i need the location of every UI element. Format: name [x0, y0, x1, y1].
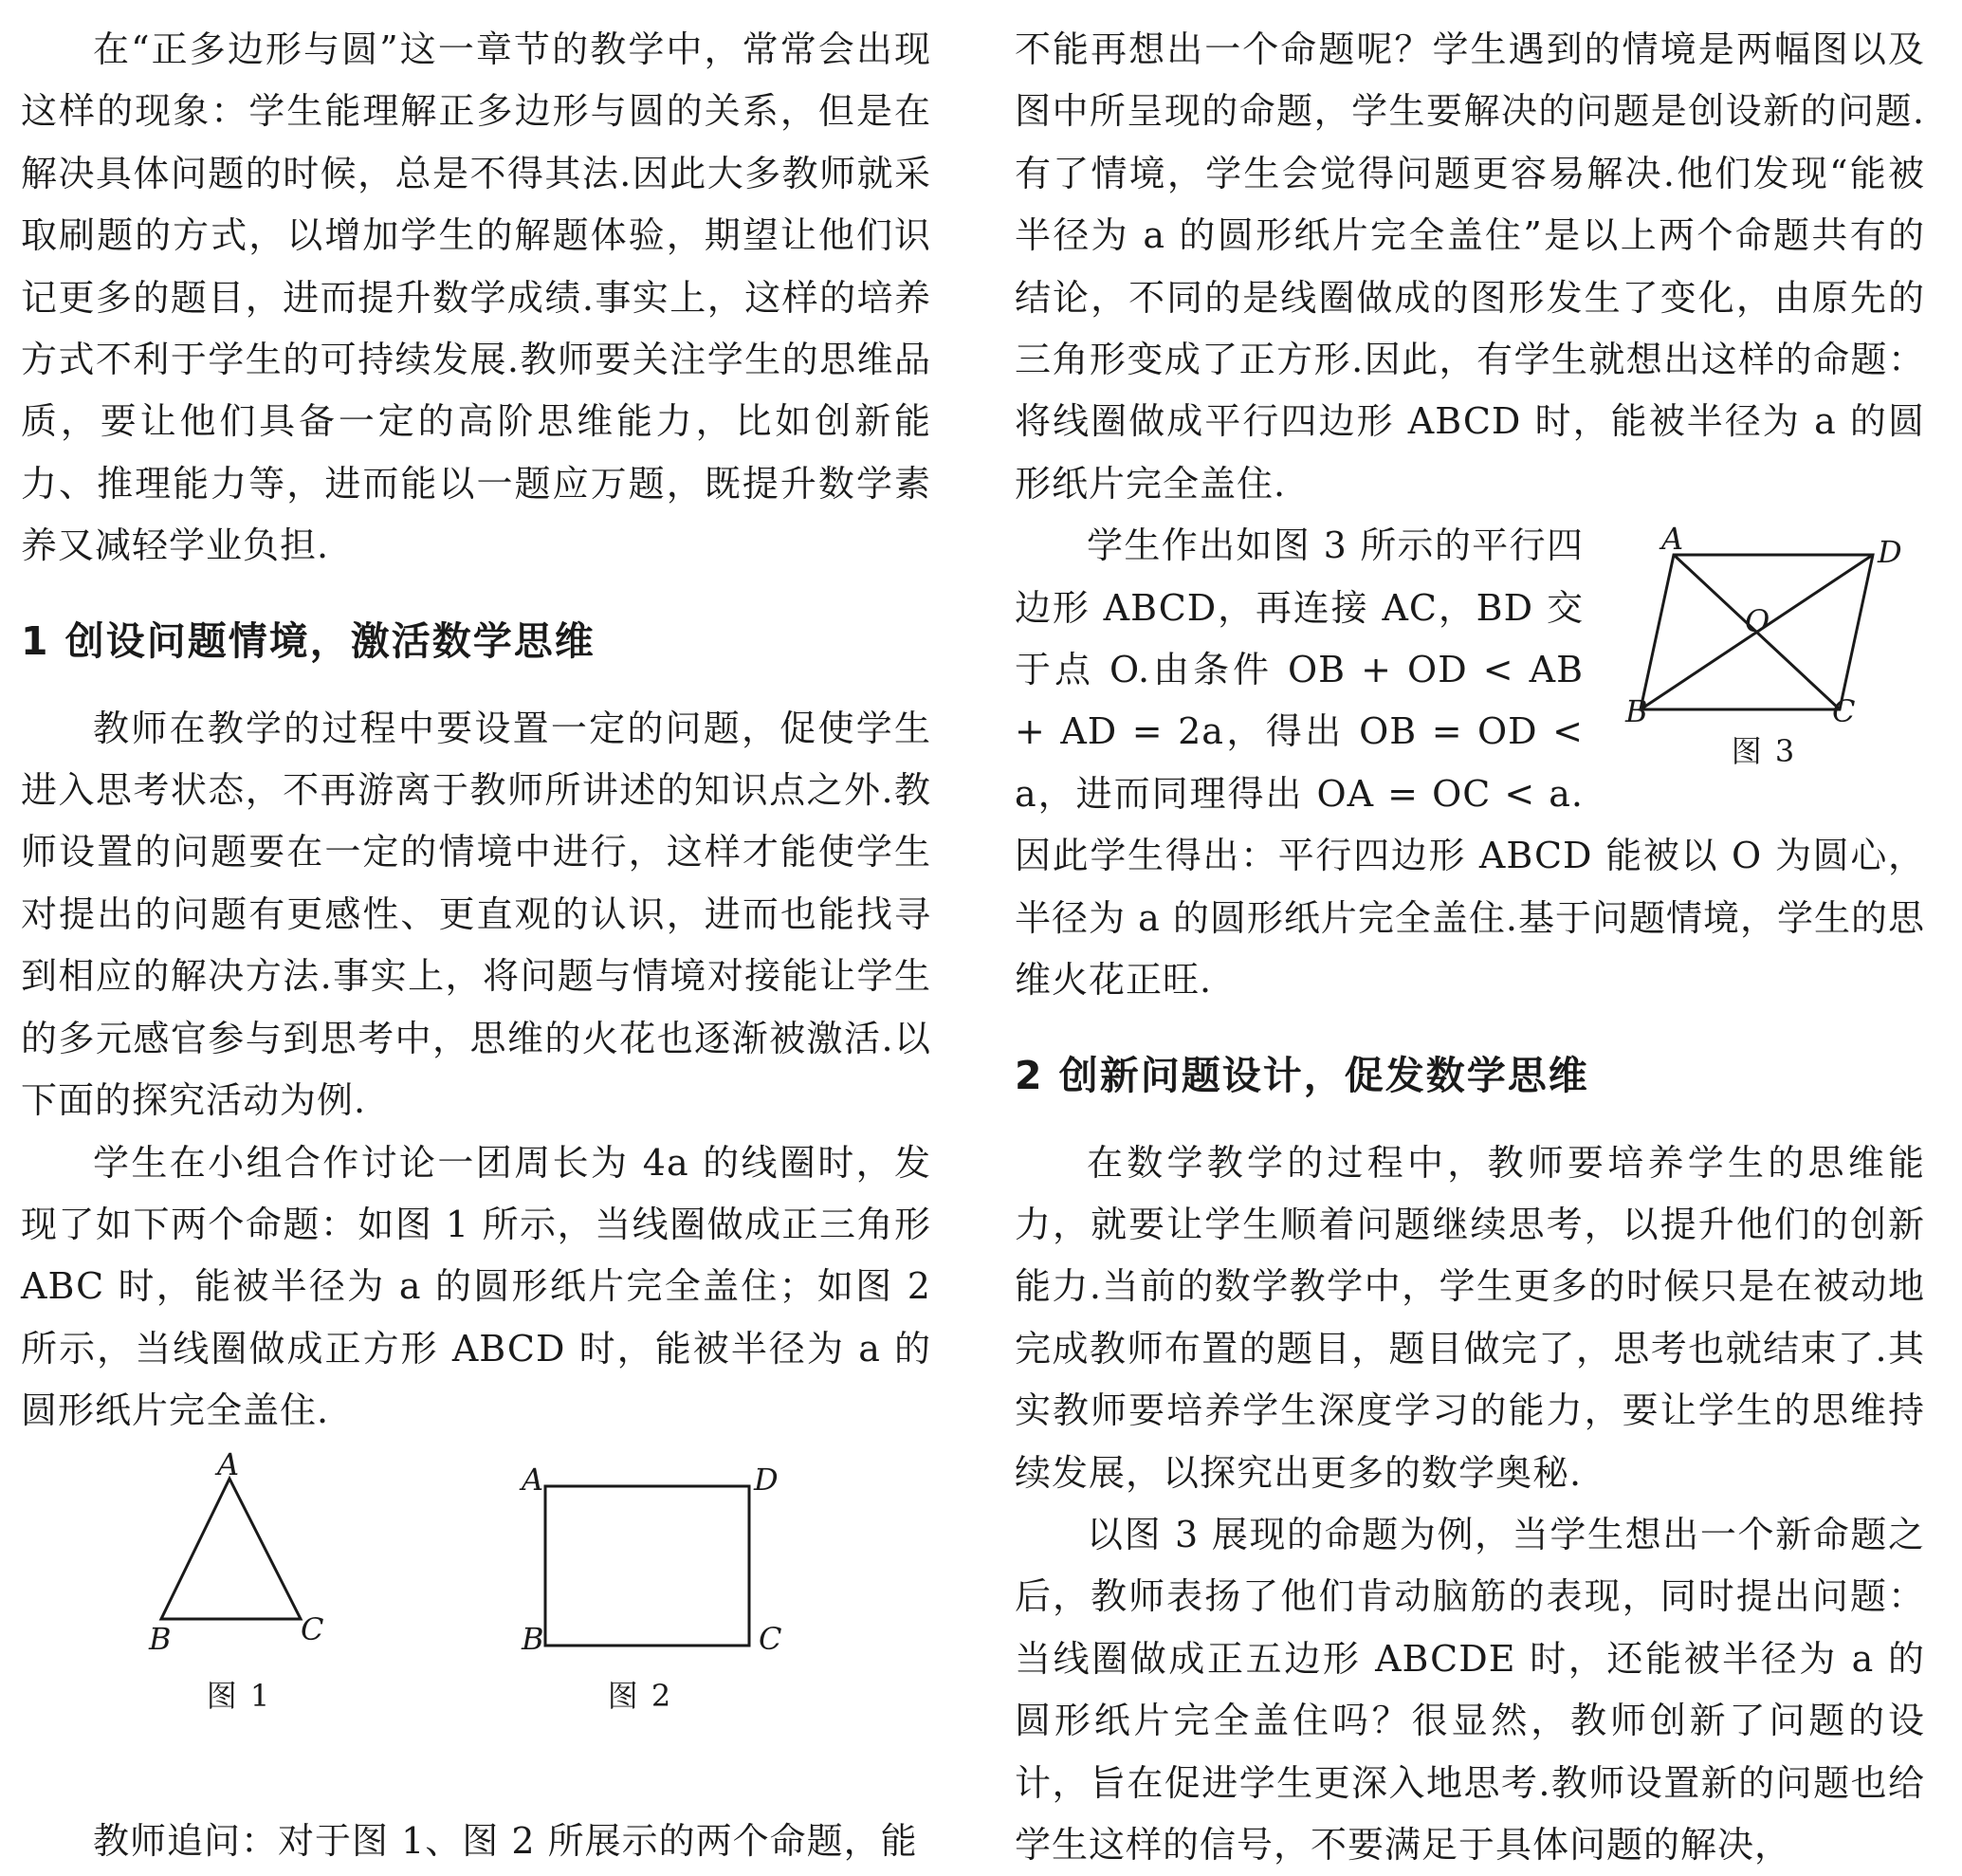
label-o: O	[1745, 603, 1770, 640]
teacher-question-paragraph: 教师追问：对于图 1、图 2 所展示的两个命题，能	[93, 1819, 918, 1862]
figure-3-caption: 图 3	[1731, 733, 1797, 770]
label-d: D	[1878, 534, 1902, 571]
left-column	[21, 0, 931, 1872]
right-column	[1015, 0, 1925, 1876]
figure-2-caption: 图 2	[607, 1677, 673, 1714]
label-c: C	[301, 1610, 324, 1647]
figure-1-caption: 图 1	[206, 1677, 272, 1714]
continued-paragraph: 不能再想出一个命题呢？学生遇到的情境是两幅图以及图中所呈现的命题，学生要解决的问题是创设新的问题.有了情境，学生会觉得问题更容易解决.他们发现“能被半径为 a 的圆形纸片完全盖住”是以上两个命题共有的结论，不同的是线圈做成的图形发生了变化，由原先的三角形变成了正方形.因此，有学生就想出这样的命题：将线圈做成平行四边形 ABCD 时，能被半径为 a 的圆形纸片完全盖住.	[1015, 28, 1925, 505]
section-2-heading: 2 创新问题设计，促发数学思维	[1015, 1052, 1589, 1098]
label-c: C	[1832, 693, 1856, 730]
label-b: B	[1625, 693, 1648, 730]
parallelogram-diagram	[1603, 515, 1925, 730]
pentagon-paragraph: 以图 3 展现的命题为例，当学生想出一个新命题之后，教师表扬了他们肯动脑筋的表现，同时提出问题：当线圈做成正五边形 ABCDE 时，还能被半径为 a 的圆形纸片完全盖住吗？很显然，教师创新了问题的设计，旨在促进学生更深入地思考.教师设置新的问题也给学生这样的信号，不要满足于具体问题的解决，	[1015, 1513, 1925, 1866]
intro-paragraph: 在“正多边形与圆”这一章节的教学中，常常会出现这样的现象：学生能理解正多边形与圆的关系，但是在解决具体问题的时候，总是不得其法.因此大多教师就采取刷题的方式，以增加学生的解题体验，期望让他们识记更多的题目，进而提升数学成绩.事实上，这样的培养方式不利于学生的可持续发展.教师要关注学生的思维品质，要让他们具备一定的高阶思维能力，比如创新能力、推理能力等，进而能以一题应万题，既提升数学素养又减轻学业负担.	[21, 28, 931, 567]
label-a: A	[1661, 521, 1684, 558]
propositions-paragraph: 学生在小组合作讨论一团周长为 4a 的线圈时，发现了如下两个命题：如图 1 所示，当线圈做成正三角形 ABC 时，能被半径为 a 的圆形纸片完全盖住；如图 2 所示，当线圈做成正方形 ABCD 时，能被半径为 a 的圆形纸片完全盖住.	[21, 1141, 931, 1432]
section-1-heading: 1 创设问题情境，激活数学思维	[21, 617, 596, 664]
figures-1-2	[21, 1443, 931, 1793]
label-b: B	[522, 1620, 544, 1657]
label-a: A	[522, 1461, 544, 1498]
label-a: A	[217, 1445, 240, 1482]
label-c: C	[759, 1620, 782, 1657]
square-abcd	[545, 1486, 749, 1646]
square-diagram	[522, 1460, 825, 1657]
parallelogram-paragraph: 学生作出如图 3 所示的平行四边形 ABCD，再连接 AC，BD 交于点 O.由条件 OB + OD < AB + AD = 2a，得出 OB = OD < a，进而同理得出 OA = OC < a.因此学生得出：平行四边形 ABCD 能被以 O 为圆心，半径为 a 的圆形纸片完全盖住.基于问题情境，学生的思维火花正旺.	[1015, 524, 1925, 1002]
label-b: B	[149, 1620, 172, 1657]
triangle-abc	[161, 1479, 301, 1619]
label-d: D	[754, 1461, 779, 1498]
section-1-paragraph: 教师在教学的过程中要设置一定的问题，促使学生进入思考状态，不再游离于教师所讲述的知识点之外.教师设置的问题要在一定的情境中进行，这样才能使学生对提出的问题有更感性、更直观的认识，进而也能找寻到相应的解决方法.事实上，将问题与情境对接能让学生的多元感官参与到思考中，思维的火花也逐渐被激活.以下面的探究活动为例.	[21, 707, 931, 1122]
figure-3	[1603, 515, 1925, 771]
figure-3-block	[1015, 515, 1925, 1011]
section-2-paragraph: 在数学教学的过程中，教师要培养学生的思维能力，就要让学生顺着问题继续思考，以提升他们的创新能力.当前的数学教学中，学生更多的时候只是在被动地完成教师布置的题目，题目做完了，思考也就结束了.其实教师要培养学生深度学习的能力，要让学生的思维持续发展，以探究出更多的数学奥秘.	[1015, 1141, 1925, 1494]
figure-1	[149, 1445, 443, 1716]
triangle-diagram	[149, 1445, 443, 1657]
figure-2	[522, 1460, 825, 1716]
